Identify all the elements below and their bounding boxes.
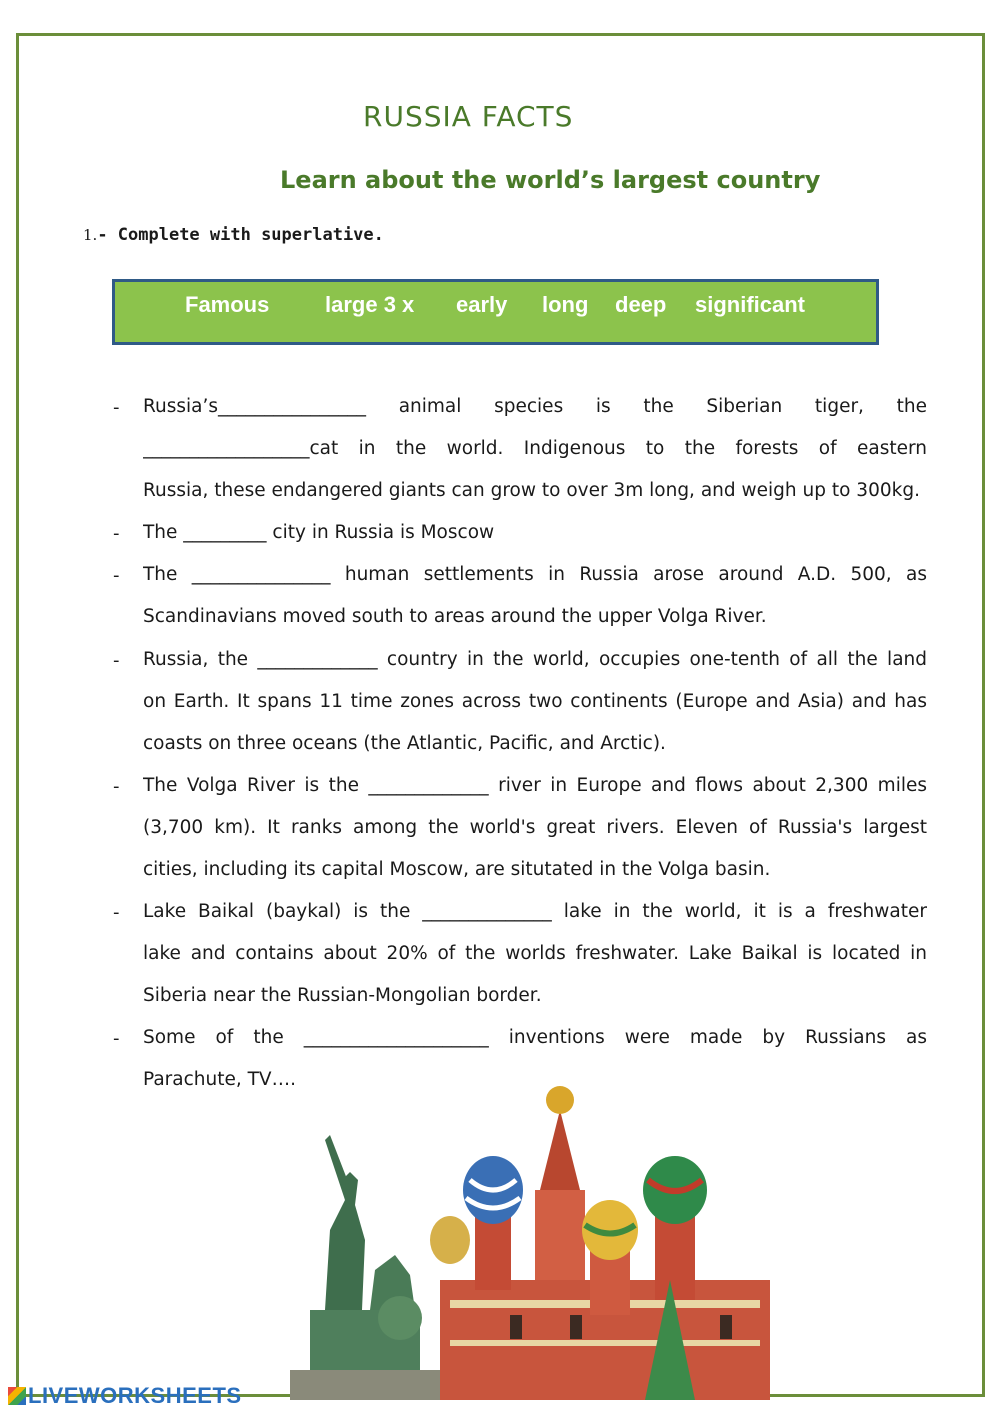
exercise-number: 1. <box>83 226 98 244</box>
word-bank-item: deep <box>615 292 667 317</box>
word-bank-item: large 3 x <box>325 292 415 317</box>
bullet: - <box>113 650 120 671</box>
text-line: Siberia near the Russian-Mongolian border. <box>143 985 542 1006</box>
text-line: The _______________ human settlements in Russia arose around A.D. 500, as <box>143 564 927 585</box>
text-line: Scandinavians moved south to areas around the upper Volga River. <box>143 606 767 627</box>
bullet: - <box>113 523 120 544</box>
page-title: RUSSIA FACTS <box>363 100 574 133</box>
bullet: - <box>113 565 120 586</box>
word-bank-item: Famous <box>185 292 270 317</box>
instruction-text: - Complete with superlative. <box>97 225 384 245</box>
word-bank-item: significant <box>695 292 806 317</box>
text-line: Some of the ____________________ inventions were made by Russians as <box>143 1027 927 1048</box>
text-line: Russia, these endangered giants can grow to over 3m long, and weigh up to 300kg. <box>143 480 920 501</box>
brand-icon <box>8 1387 26 1405</box>
text-line: __________________cat in the world. Indigenous to the forests of eastern <box>143 438 927 459</box>
cathedral-illustration <box>270 1080 790 1400</box>
text-line: The Volga River is the _____________ river in Europe and flows about 2,300 miles <box>143 775 927 796</box>
bullet: - <box>113 776 120 797</box>
bullet: - <box>113 397 120 418</box>
text-line: on Earth. It spans 11 time zones across two continents (Europe and Asia) and has <box>143 691 927 712</box>
cathedral <box>430 1086 770 1400</box>
text-line: Parachute, TV…. <box>143 1069 296 1090</box>
word-bank <box>112 279 879 345</box>
text-line: Russia’s________________ animal species is the Siberian tiger, the <box>143 396 927 417</box>
exercise-instruction <box>83 225 384 245</box>
brand-text: LIVEWORKSHEETS <box>28 1383 242 1408</box>
text-line: cities, including its capital Moscow, are situtated in the Volga basin. <box>143 859 771 880</box>
text-line: coasts on three oceans (the Atlantic, Pacific, and Arctic). <box>143 733 666 754</box>
monument-statue <box>290 1135 440 1400</box>
text-line: The _________ city in Russia is Moscow <box>143 522 495 543</box>
bullet: - <box>113 1028 120 1049</box>
text-line: lake and contains about 20% of the worlds freshwater. Lake Baikal is located in <box>143 943 927 964</box>
text-line: Lake Baikal (baykal) is the ______________ lake in the world, it is a freshwater <box>143 901 927 922</box>
brand-logo <box>8 1383 242 1409</box>
word-bank-item: early <box>456 292 508 317</box>
text-line: Russia, the _____________ country in the world, occupies one-tenth of all the land <box>143 649 927 670</box>
word-bank-item: long <box>542 292 589 317</box>
text-line: (3,700 km). It ranks among the world's great rivers. Eleven of Russia's largest <box>143 817 927 838</box>
bullet: - <box>113 902 120 923</box>
page-subtitle: Learn about the world’s largest country <box>280 166 821 194</box>
